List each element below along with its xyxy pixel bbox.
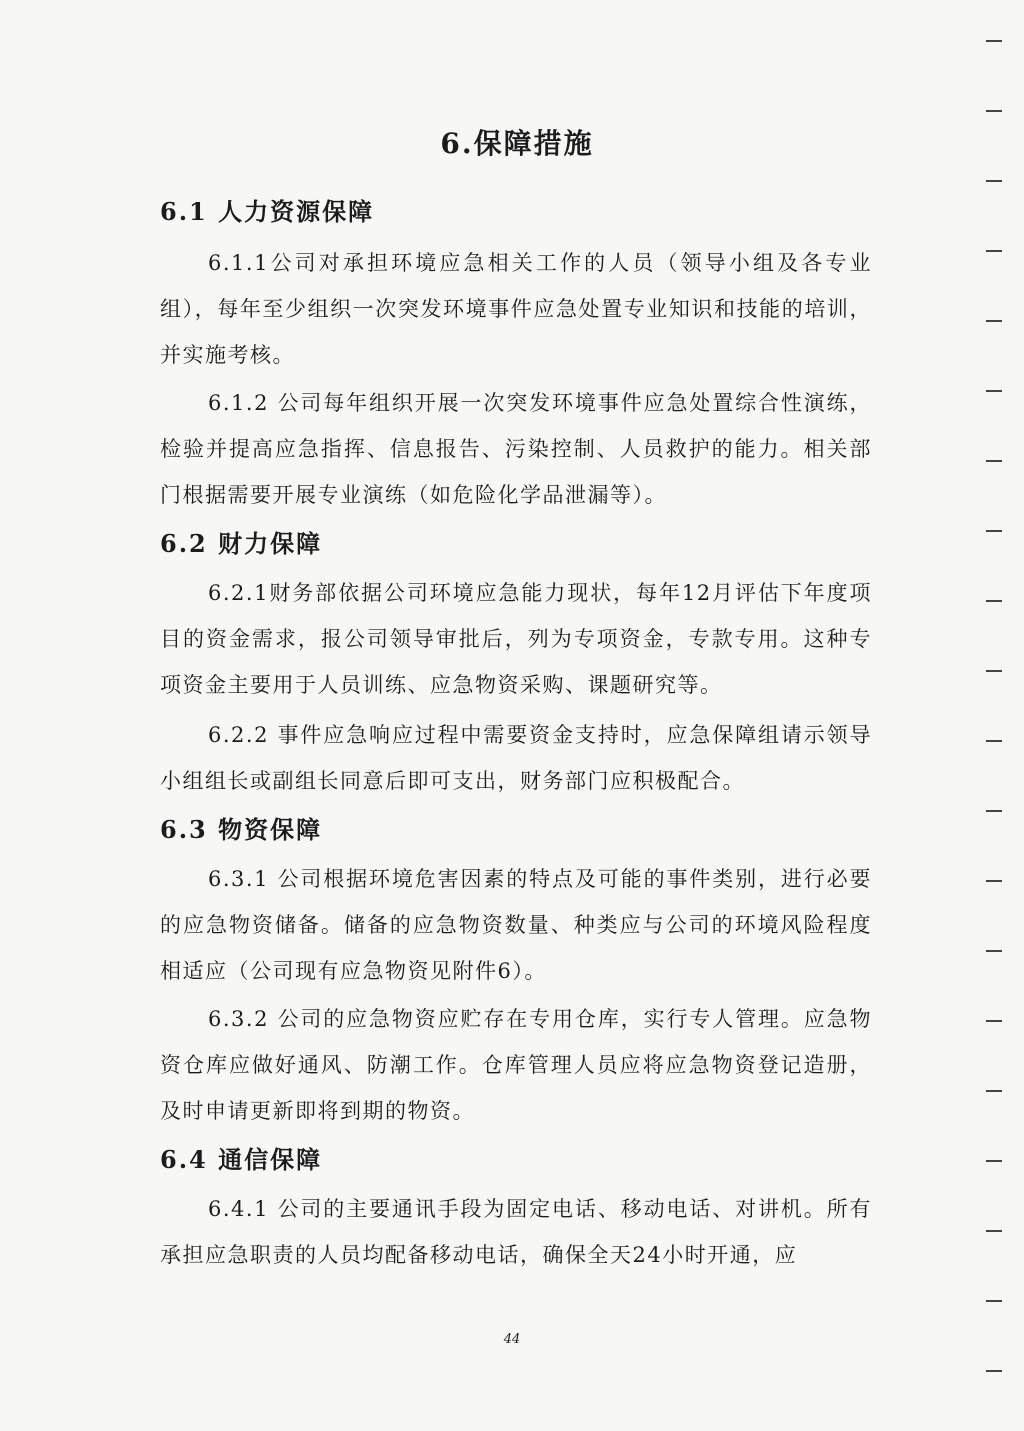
section-heading-6-3: 6.3 物资保障 [160,815,323,844]
paragraph-6-2-2: 6.2.2 事件应急响应过程中需要资金支持时，应急保障组请示领导小组组长或副组长同意后即可支出，财务部门应积极配合。 [160,723,872,793]
section-heading-6-2: 6.2 财力保障 [160,529,323,558]
page-title: 6.保障措施 [440,127,594,160]
binding-margin-marks [964,0,1024,1431]
paragraph-6-3-1: 6.3.1 公司根据环境危害因素的特点及可能的事件类别，进行必要的应急物资储备。储备的应急物资数量、种类应与公司的环境风险程度相适应（公司现有应急物资见附件6）。 [160,867,872,983]
paragraph-6-1-1: 6.1.1公司对承担环境应急相关工作的人员（领导小组及各专业组），每年至少组织一次突发环境事件应急处置专业知识和技能的培训，并实施考核。 [160,251,872,367]
paragraph-6-1-2: 6.1.2 公司每年组织开展一次突发环境事件应急处置综合性演练，检验并提高应急指挥、信息报告、污染控制、人员救护的能力。相关部门根据需要开展专业演练（如危险化学品泄漏等）。 [160,391,872,507]
paragraph-6-2-1: 6.2.1财务部依据公司环境应急能力现状，每年12月评估下年度项目的资金需求，报公司领导审批后，列为专项资金，专款专用。这种专项资金主要用于人员训练、应急物资采购、课题研究等。 [160,581,872,697]
paragraph-6-3-2: 6.3.2 公司的应急物资应贮存在专用仓库，实行专人管理。应急物资仓库应做好通风、防潮工作。仓库管理人员应将应急物资登记造册，及时申请更新即将到期的物资。 [160,1007,872,1123]
section-heading-6-1: 6.1 人力资源保障 [160,197,375,226]
page-number: 44 [503,1332,521,1347]
section-heading-6-4: 6.4 通信保障 [160,1145,323,1174]
paragraph-6-4-1: 6.4.1 公司的主要通讯手段为固定电话、移动电话、对讲机。所有承担应急职责的人员均配备移动电话，确保全天24小时开通，应 [160,1197,872,1267]
